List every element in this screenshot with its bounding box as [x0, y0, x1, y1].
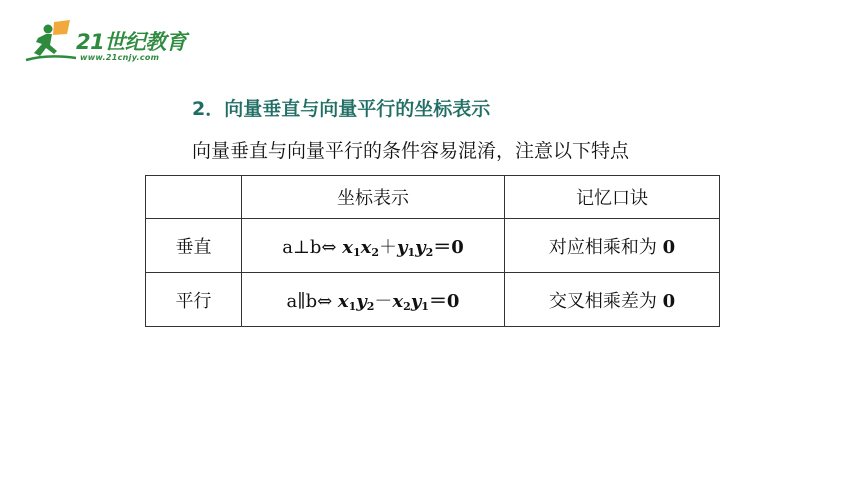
- section-subtitle: 向量垂直与向量平行的条件容易混淆，注意以下特点: [192, 140, 630, 162]
- formula-var: x: [360, 236, 372, 258]
- runner-logo-icon: [22, 18, 78, 64]
- row-label: 平行: [146, 273, 242, 327]
- formula-var: x: [392, 290, 404, 312]
- site-logo[interactable]: [22, 18, 202, 66]
- section-heading: 2．向量垂直与向量平行的坐标表示: [192, 98, 491, 120]
- formula-prefix: a⊥b⇔: [282, 236, 343, 258]
- formula-var: y: [410, 290, 422, 312]
- formula-sub: 2: [366, 299, 375, 313]
- table-row-perpendicular: [146, 219, 720, 273]
- formula-cell: [242, 273, 505, 327]
- mnemonic-number: 0: [662, 236, 676, 258]
- formula-var: y: [356, 290, 367, 312]
- formula-sub: 2: [403, 299, 411, 313]
- logo-text: 21世纪教育: [76, 30, 187, 54]
- mnemonic-cell: [505, 219, 720, 273]
- formula-sub: 1: [348, 299, 357, 313]
- table-header-row: [146, 176, 720, 219]
- formula-sub: 2: [425, 245, 434, 259]
- table-row-parallel: [146, 273, 720, 327]
- formula-operator: ＋: [379, 236, 397, 258]
- header-cell-mnemonic: 记忆口诀: [505, 176, 720, 219]
- formula-var: x: [337, 290, 349, 312]
- mnemonic-cell: [505, 273, 720, 327]
- formula-sub: 1: [407, 245, 416, 259]
- formula-rhs: ＝0: [428, 290, 460, 312]
- formula-sub: 1: [421, 299, 429, 313]
- header-cell-empty: [146, 176, 242, 219]
- row-label: 垂直: [146, 219, 242, 273]
- formula-var: y: [415, 236, 426, 258]
- formula-operator: －: [374, 290, 393, 312]
- formula-var: y: [397, 236, 408, 258]
- mnemonic-number: 0: [662, 290, 676, 312]
- formula-cell: [242, 219, 505, 273]
- mnemonic-text: 对应相乘和为: [548, 236, 663, 258]
- formula-sub: 2: [371, 245, 379, 259]
- header-cell-coordinates: 坐标表示: [242, 176, 505, 219]
- formula-sub: 1: [352, 245, 361, 259]
- comparison-table: [145, 175, 720, 327]
- formula-var: x: [342, 236, 353, 258]
- mnemonic-text: 交叉相乘差为: [548, 290, 663, 312]
- logo-url: www.21cnjy.com: [80, 53, 160, 62]
- formula-rhs: ＝0: [433, 236, 464, 258]
- formula-prefix: a∥b⇔: [286, 290, 338, 312]
